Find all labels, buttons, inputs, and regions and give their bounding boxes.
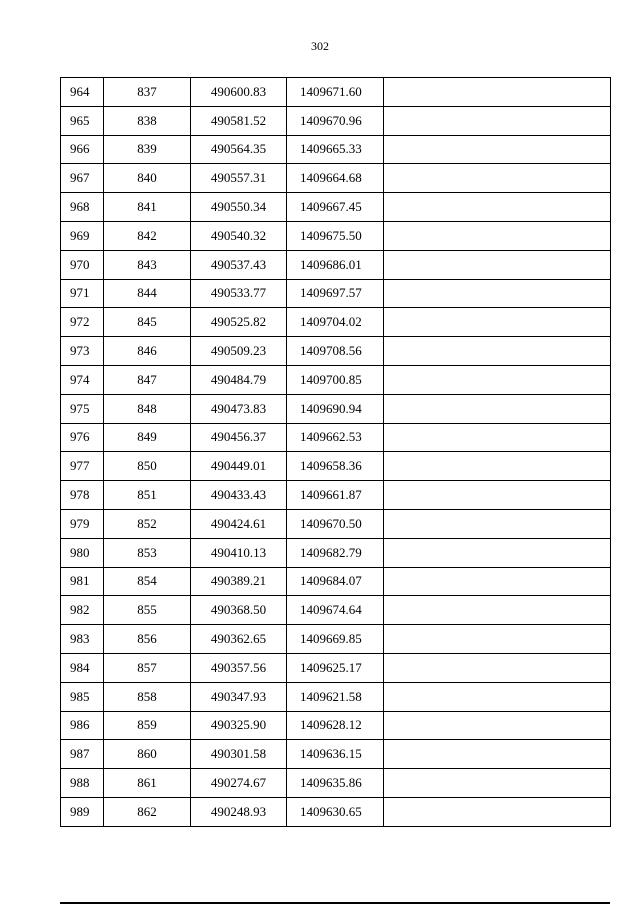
- note-cell: [384, 135, 611, 164]
- row-index-cell: 986: [61, 711, 104, 740]
- row-index-cell: 979: [61, 509, 104, 538]
- table-row: [61, 769, 611, 798]
- point-number-cell: 842: [104, 221, 191, 250]
- table-row: [61, 279, 611, 308]
- x-coordinate-cell: 490540.32: [191, 221, 287, 250]
- x-coordinate-cell: 490564.35: [191, 135, 287, 164]
- row-index-cell: 978: [61, 481, 104, 510]
- note-cell: [384, 682, 611, 711]
- page-number: 302: [311, 39, 329, 53]
- table-row: [61, 308, 611, 337]
- point-number-cell: 838: [104, 106, 191, 135]
- y-coordinate-cell: 1409661.87: [287, 481, 384, 510]
- point-number-cell: 851: [104, 481, 191, 510]
- table-row: [61, 509, 611, 538]
- row-index-cell: 983: [61, 625, 104, 654]
- note-cell: [384, 596, 611, 625]
- y-coordinate-cell: 1409636.15: [287, 740, 384, 769]
- table-row: [61, 711, 611, 740]
- note-cell: [384, 308, 611, 337]
- point-number-cell: 861: [104, 769, 191, 798]
- table-row: [61, 365, 611, 394]
- point-number-cell: 846: [104, 337, 191, 366]
- x-coordinate-cell: 490550.34: [191, 193, 287, 222]
- table-row: [61, 625, 611, 654]
- y-coordinate-cell: 1409662.53: [287, 423, 384, 452]
- y-coordinate-cell: 1409667.45: [287, 193, 384, 222]
- x-coordinate-cell: 490368.50: [191, 596, 287, 625]
- x-coordinate-cell: 490357.56: [191, 653, 287, 682]
- x-coordinate-cell: 490347.93: [191, 682, 287, 711]
- row-index-cell: 976: [61, 423, 104, 452]
- y-coordinate-cell: 1409684.07: [287, 567, 384, 596]
- x-coordinate-cell: 490509.23: [191, 337, 287, 366]
- x-coordinate-cell: 490449.01: [191, 452, 287, 481]
- point-number-cell: 862: [104, 797, 191, 826]
- y-coordinate-cell: 1409690.94: [287, 394, 384, 423]
- point-number-cell: 845: [104, 308, 191, 337]
- note-cell: [384, 193, 611, 222]
- row-index-cell: 982: [61, 596, 104, 625]
- y-coordinate-cell: 1409700.85: [287, 365, 384, 394]
- note-cell: [384, 481, 611, 510]
- x-coordinate-cell: 490484.79: [191, 365, 287, 394]
- note-cell: [384, 769, 611, 798]
- x-coordinate-cell: 490325.90: [191, 711, 287, 740]
- note-cell: [384, 394, 611, 423]
- y-coordinate-cell: 1409635.86: [287, 769, 384, 798]
- y-coordinate-cell: 1409658.36: [287, 452, 384, 481]
- row-index-cell: 972: [61, 308, 104, 337]
- point-number-cell: 844: [104, 279, 191, 308]
- row-index-cell: 989: [61, 797, 104, 826]
- x-coordinate-cell: 490581.52: [191, 106, 287, 135]
- row-index-cell: 970: [61, 250, 104, 279]
- note-cell: [384, 711, 611, 740]
- row-index-cell: 964: [61, 78, 104, 107]
- row-index-cell: 984: [61, 653, 104, 682]
- row-index-cell: 981: [61, 567, 104, 596]
- point-number-cell: 850: [104, 452, 191, 481]
- table-row: [61, 567, 611, 596]
- y-coordinate-cell: 1409621.58: [287, 682, 384, 711]
- y-coordinate-cell: 1409630.65: [287, 797, 384, 826]
- note-cell: [384, 423, 611, 452]
- table-row: [61, 452, 611, 481]
- y-coordinate-cell: 1409664.68: [287, 164, 384, 193]
- row-index-cell: 985: [61, 682, 104, 711]
- table-row: [61, 394, 611, 423]
- x-coordinate-cell: 490248.93: [191, 797, 287, 826]
- point-number-cell: 849: [104, 423, 191, 452]
- x-coordinate-cell: 490557.31: [191, 164, 287, 193]
- point-number-cell: 847: [104, 365, 191, 394]
- point-number-cell: 858: [104, 682, 191, 711]
- point-number-cell: 839: [104, 135, 191, 164]
- point-number-cell: 855: [104, 596, 191, 625]
- table-row: [61, 740, 611, 769]
- table-row: [61, 538, 611, 567]
- row-index-cell: 968: [61, 193, 104, 222]
- x-coordinate-cell: 490537.43: [191, 250, 287, 279]
- row-index-cell: 967: [61, 164, 104, 193]
- table-row: [61, 193, 611, 222]
- footer-rule: [60, 902, 610, 904]
- note-cell: [384, 538, 611, 567]
- y-coordinate-cell: 1409704.02: [287, 308, 384, 337]
- table-row: [61, 164, 611, 193]
- row-index-cell: 977: [61, 452, 104, 481]
- row-index-cell: 975: [61, 394, 104, 423]
- x-coordinate-cell: 490301.58: [191, 740, 287, 769]
- x-coordinate-cell: 490456.37: [191, 423, 287, 452]
- y-coordinate-cell: 1409674.64: [287, 596, 384, 625]
- point-number-cell: 852: [104, 509, 191, 538]
- point-number-cell: 859: [104, 711, 191, 740]
- x-coordinate-cell: 490389.21: [191, 567, 287, 596]
- y-coordinate-cell: 1409628.12: [287, 711, 384, 740]
- y-coordinate-cell: 1409708.56: [287, 337, 384, 366]
- note-cell: [384, 625, 611, 654]
- note-cell: [384, 509, 611, 538]
- y-coordinate-cell: 1409682.79: [287, 538, 384, 567]
- row-index-cell: 980: [61, 538, 104, 567]
- table-row: [61, 221, 611, 250]
- y-coordinate-cell: 1409671.60: [287, 78, 384, 107]
- row-index-cell: 987: [61, 740, 104, 769]
- y-coordinate-cell: 1409675.50: [287, 221, 384, 250]
- note-cell: [384, 567, 611, 596]
- note-cell: [384, 221, 611, 250]
- y-coordinate-cell: 1409686.01: [287, 250, 384, 279]
- point-number-cell: 837: [104, 78, 191, 107]
- point-number-cell: 860: [104, 740, 191, 769]
- note-cell: [384, 365, 611, 394]
- x-coordinate-cell: 490274.67: [191, 769, 287, 798]
- row-index-cell: 974: [61, 365, 104, 394]
- table-body: [61, 78, 611, 827]
- note-cell: [384, 797, 611, 826]
- x-coordinate-cell: 490473.83: [191, 394, 287, 423]
- table-row: [61, 78, 611, 107]
- y-coordinate-cell: 1409625.17: [287, 653, 384, 682]
- point-number-cell: 853: [104, 538, 191, 567]
- y-coordinate-cell: 1409670.50: [287, 509, 384, 538]
- row-index-cell: 971: [61, 279, 104, 308]
- note-cell: [384, 337, 611, 366]
- row-index-cell: 973: [61, 337, 104, 366]
- table-row: [61, 797, 611, 826]
- coordinates-table: [60, 77, 611, 827]
- y-coordinate-cell: 1409665.33: [287, 135, 384, 164]
- point-number-cell: 856: [104, 625, 191, 654]
- y-coordinate-cell: 1409697.57: [287, 279, 384, 308]
- x-coordinate-cell: 490362.65: [191, 625, 287, 654]
- point-number-cell: 840: [104, 164, 191, 193]
- point-number-cell: 857: [104, 653, 191, 682]
- table-row: [61, 481, 611, 510]
- row-index-cell: 966: [61, 135, 104, 164]
- note-cell: [384, 452, 611, 481]
- x-coordinate-cell: 490533.77: [191, 279, 287, 308]
- x-coordinate-cell: 490600.83: [191, 78, 287, 107]
- y-coordinate-cell: 1409669.85: [287, 625, 384, 654]
- note-cell: [384, 279, 611, 308]
- point-number-cell: 843: [104, 250, 191, 279]
- table-row: [61, 250, 611, 279]
- row-index-cell: 988: [61, 769, 104, 798]
- x-coordinate-cell: 490424.61: [191, 509, 287, 538]
- row-index-cell: 965: [61, 106, 104, 135]
- y-coordinate-cell: 1409670.96: [287, 106, 384, 135]
- note-cell: [384, 653, 611, 682]
- x-coordinate-cell: 490433.43: [191, 481, 287, 510]
- point-number-cell: 854: [104, 567, 191, 596]
- table-row: [61, 682, 611, 711]
- note-cell: [384, 164, 611, 193]
- table-row: [61, 653, 611, 682]
- table-row: [61, 106, 611, 135]
- table-row: [61, 423, 611, 452]
- table-row: [61, 135, 611, 164]
- point-number-cell: 848: [104, 394, 191, 423]
- x-coordinate-cell: 490525.82: [191, 308, 287, 337]
- table-row: [61, 596, 611, 625]
- table-row: [61, 337, 611, 366]
- note-cell: [384, 106, 611, 135]
- row-index-cell: 969: [61, 221, 104, 250]
- point-number-cell: 841: [104, 193, 191, 222]
- note-cell: [384, 78, 611, 107]
- note-cell: [384, 250, 611, 279]
- note-cell: [384, 740, 611, 769]
- x-coordinate-cell: 490410.13: [191, 538, 287, 567]
